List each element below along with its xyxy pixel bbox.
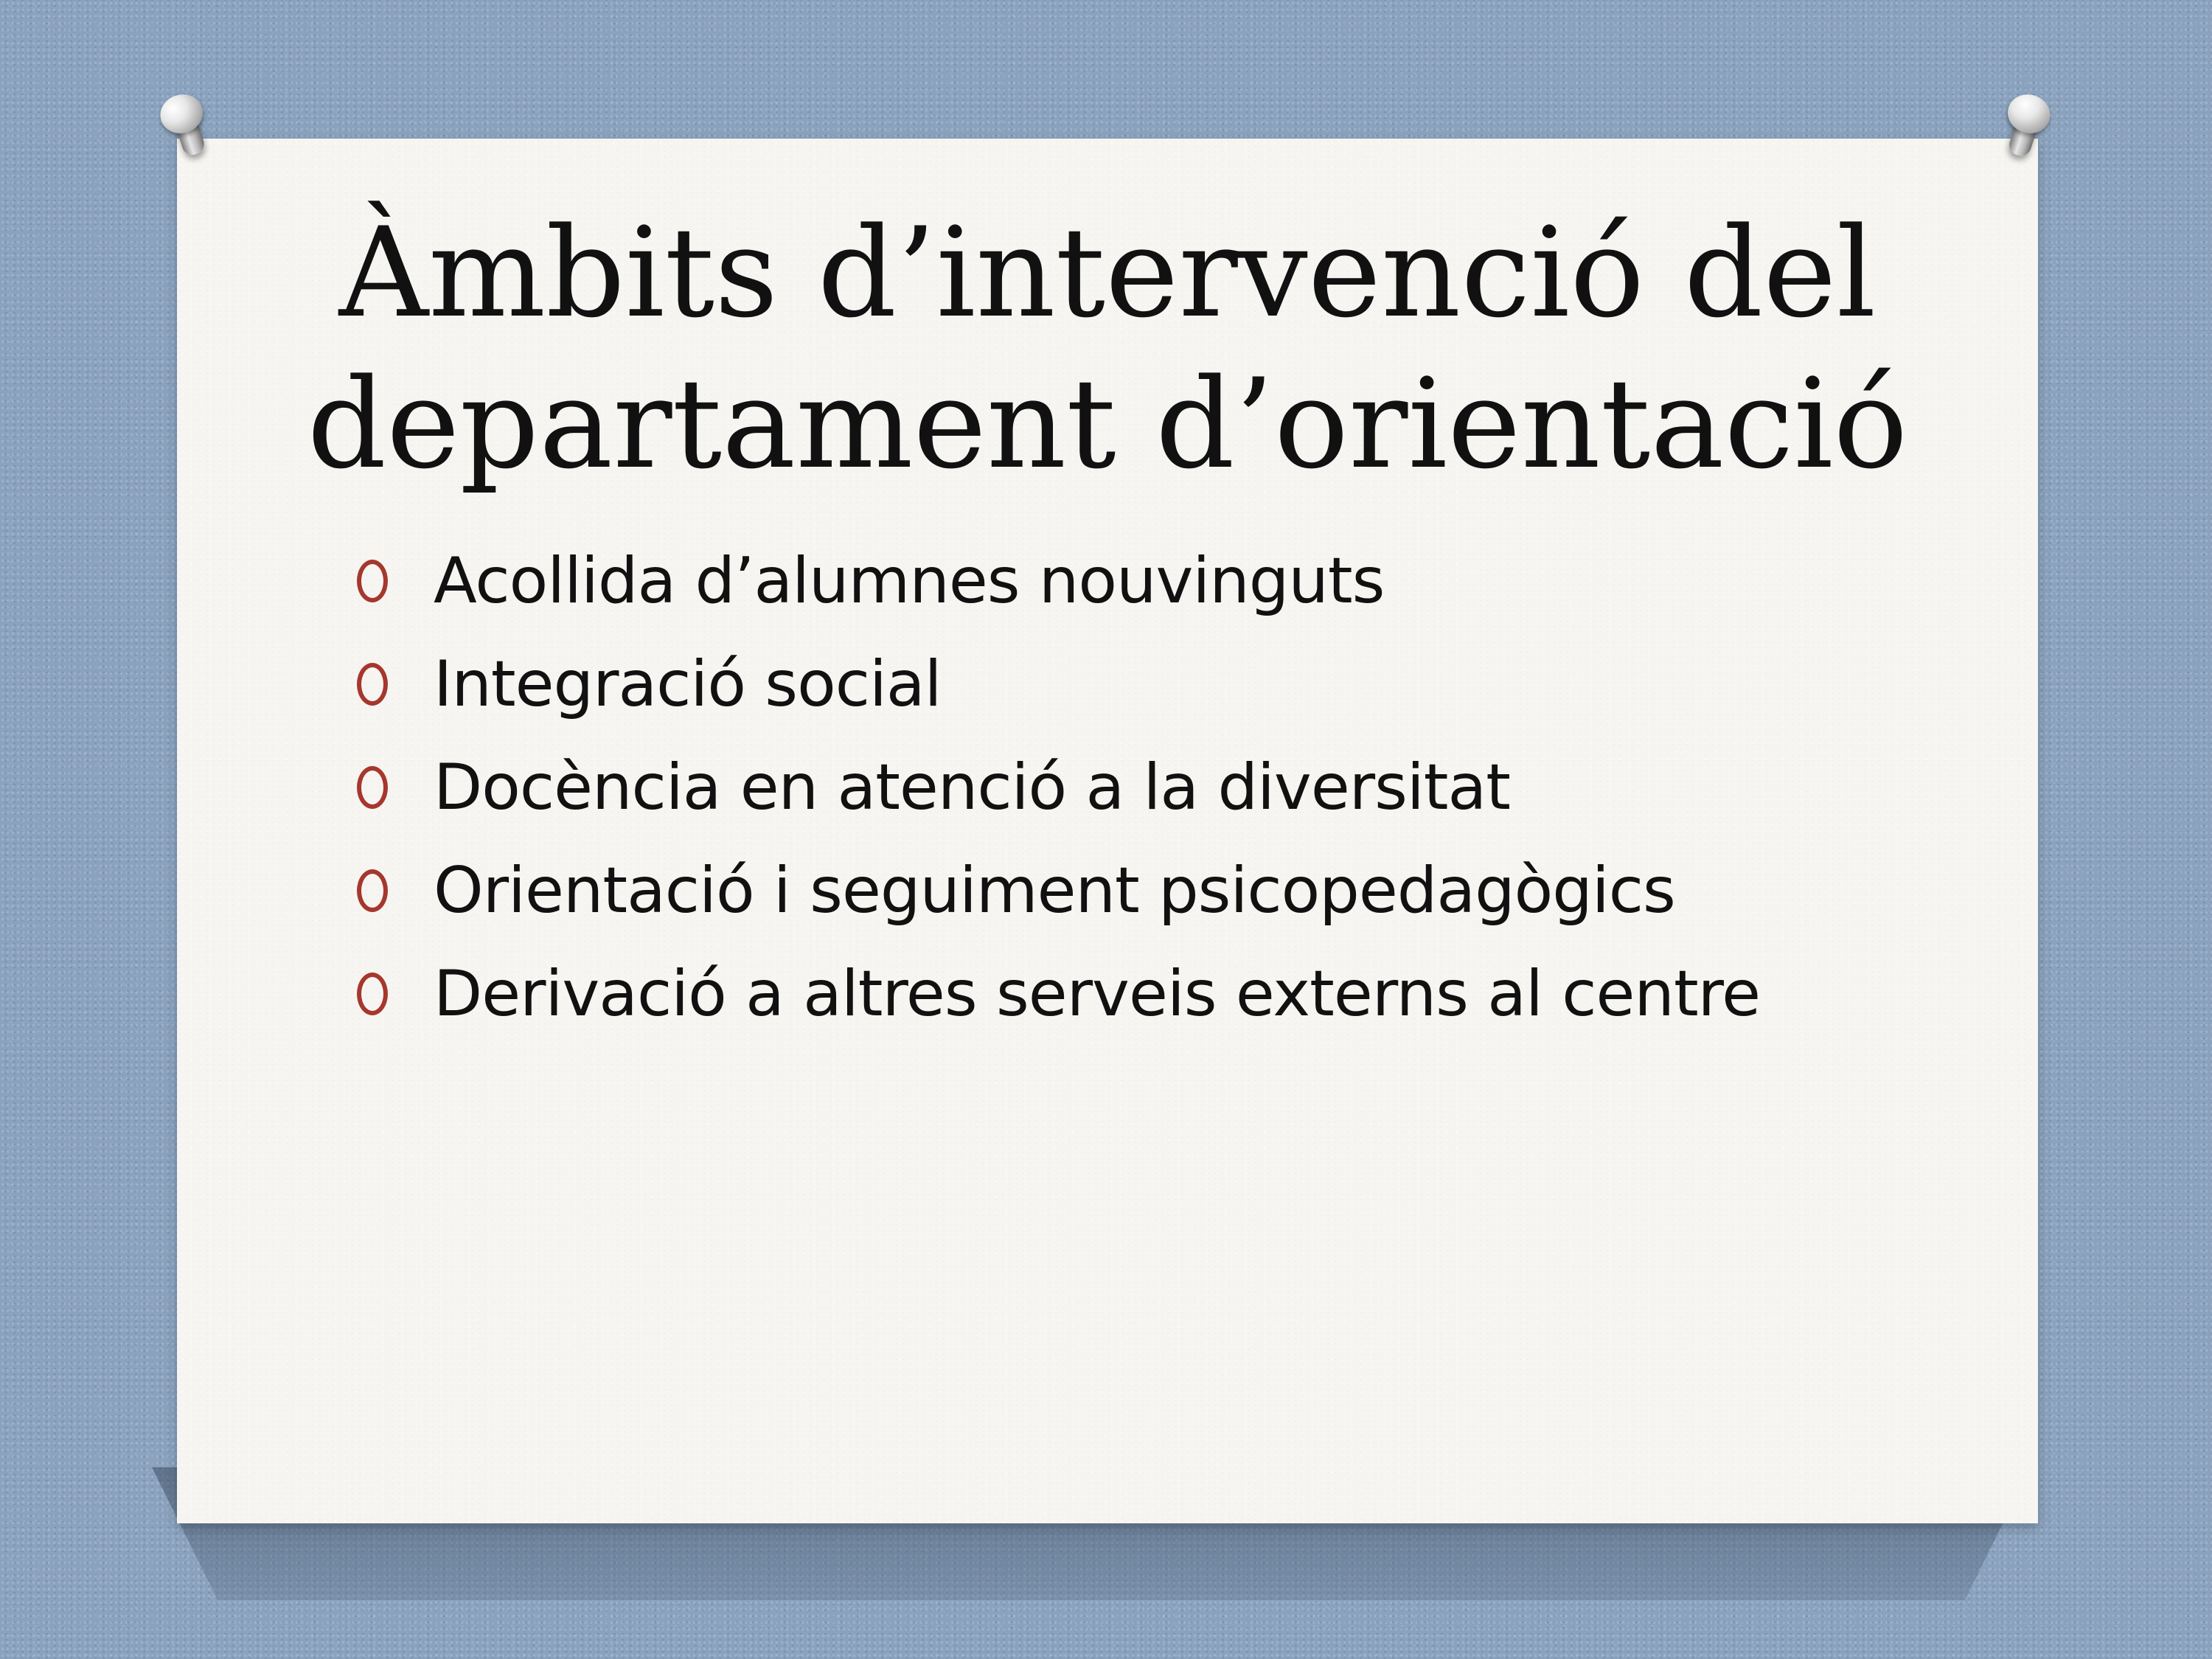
list-item [357, 529, 1979, 633]
bullet-o-icon [357, 663, 388, 706]
bullet-text: Orientació i seguiment psicopedagògics [434, 854, 1675, 928]
list-item [357, 942, 1979, 1046]
bullet-o-icon [357, 869, 388, 912]
bullet-o-icon [357, 766, 388, 809]
bullet-text: Acollida d’alumnes nouvinguts [434, 544, 1385, 618]
bullet-o-icon [357, 973, 388, 1015]
list-item [357, 839, 1979, 942]
slide-title-line-1: Àmbits d’intervenció del [338, 201, 1877, 345]
slide-title-line-2: departament d’orientació [307, 352, 1908, 496]
bullet-text: Derivació a altres serveis externs al centre [434, 957, 1761, 1031]
bullet-list [357, 529, 1979, 1046]
list-item [357, 736, 1979, 839]
slide-title [177, 198, 2038, 500]
bullet-o-icon [357, 560, 388, 602]
bullet-text: Integració social [434, 647, 942, 721]
bullet-text: Docència en atenció a la diversitat [434, 751, 1510, 824]
list-item [357, 633, 1979, 736]
